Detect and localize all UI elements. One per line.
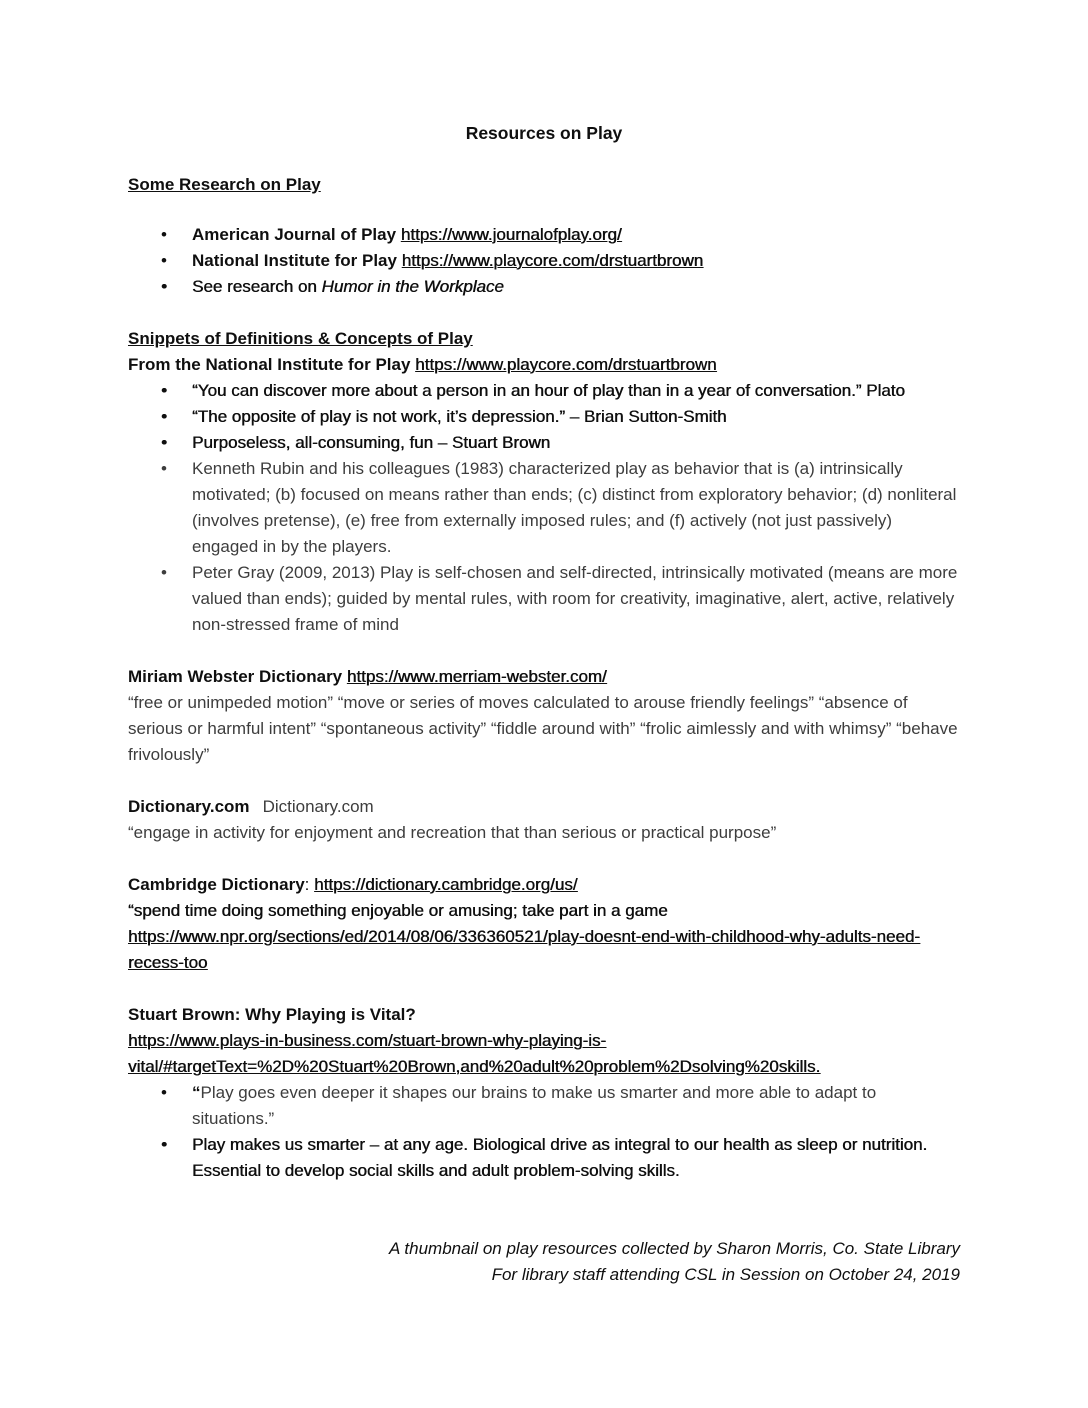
quote-peter-gray: • Peter Gray (2009, 2013) Play is self-chosen and self-directed, intrinsically motivated (means are more valued than ends); guided by mental rules, with room for creativity, imaginative, alert, active, relatively non-stressed frame of mind bbox=[128, 560, 960, 638]
list-item-american-journal bbox=[128, 222, 960, 248]
page-title: Resources on Play bbox=[465, 123, 623, 143]
quote-play-goes-deeper bbox=[128, 1080, 960, 1132]
dictionary-com-suffix: Dictionary.com bbox=[262, 797, 374, 816]
cambridge-heading-line bbox=[128, 872, 960, 898]
link-npr-article[interactable]: https://www.npr.org/sections/ed/2014/08/06/336360521/play-doesnt-end-with-childhood-why-adults-need-recess-too bbox=[128, 927, 920, 972]
merriam-heading-line bbox=[128, 664, 960, 690]
quote-play-makes-smarter: • Play makes us smarter – at any age. Biological drive as integral to our health as sleep or nutrition. Essential to develop social skills and adult problem-solving skills. bbox=[128, 1132, 960, 1184]
research-list bbox=[128, 222, 960, 300]
link-playcore[interactable]: https://www.playcore.com/drstuartbrown bbox=[401, 251, 704, 270]
list-item-national-institute bbox=[128, 248, 960, 274]
cambridge-label: Cambridge Dictionary bbox=[128, 875, 305, 894]
snippets-list bbox=[128, 378, 960, 638]
footer-attribution bbox=[128, 1236, 960, 1288]
link-playcore-2[interactable]: https://www.playcore.com/drstuartbrown bbox=[415, 355, 717, 374]
humor-prefix: See research on bbox=[192, 277, 322, 296]
national-institute-label: National Institute for Play bbox=[192, 251, 397, 270]
quote-kenneth-rubin: • Kenneth Rubin and his colleagues (1983) characterized play as behavior that is (a) intrinsically motivated; (b) focused on means rather than ends; (c) distinct from exploratory behavior; (d) nonliteral (involves pretense), (e) free from externally imposed rules; and (f) actively (not just passively) engaged in by the players. bbox=[128, 456, 960, 560]
link-merriam-webster[interactable]: https://www.merriam-webster.com/ bbox=[346, 667, 607, 686]
link-cambridge[interactable]: https://dictionary.cambridge.org/us/ bbox=[314, 875, 578, 894]
merriam-label: Miriam Webster Dictionary bbox=[128, 667, 343, 686]
quote-mark: “ bbox=[192, 1083, 201, 1102]
link-journalofplay[interactable]: https://www.journalofplay.org/ bbox=[400, 225, 622, 244]
section-heading-research: Some Research on Play bbox=[128, 175, 321, 194]
quote-play-goes-deeper-text: Play goes even deeper it shapes our brains to make us smarter and more able to adapt to situations.” bbox=[192, 1083, 877, 1128]
stuart-link-line bbox=[128, 1028, 960, 1080]
section-heading-snippets: Snippets of Definitions & Concepts of Play bbox=[128, 329, 473, 348]
dictionary-com-quote: “engage in activity for enjoyment and recreation that than serious or practical purpose” bbox=[128, 823, 777, 842]
quote-stuart-brown: • Purposeless, all-consuming, fun – Stuart Brown bbox=[128, 430, 960, 456]
cambridge-quote: “spend time doing something enjoyable or amusing; take part in a game bbox=[128, 901, 668, 920]
link-plays-in-business[interactable]: https://www.plays-in-business.com/stuart-brown-why-playing-is-vital/#targetText=%2D%20Stuart%20Brown,and%20adult%20problem%2Dsolving%20skills. bbox=[128, 1031, 821, 1076]
stuart-list bbox=[128, 1080, 960, 1184]
quote-sutton-smith: • “The opposite of play is not work, it’s depression.” – Brian Sutton-Smith bbox=[128, 404, 960, 430]
humor-title: Humor in the Workplace bbox=[321, 277, 504, 296]
merriam-quote: “free or unimpeded motion” “move or series of moves calculated to arouse friendly feelings” “absence of serious or harmful intent” “spontaneous activity” “fiddle around with” “frolic aimlessly and with whimsy” “behave frivolously” bbox=[128, 693, 958, 764]
cambridge-separator: : bbox=[304, 875, 315, 894]
section-heading-stuart-brown: Stuart Brown: Why Playing is Vital? bbox=[128, 1005, 416, 1024]
footer-line-1: A thumbnail on play resources collected by Sharon Morris, Co. State Library bbox=[388, 1239, 960, 1258]
npr-link-line bbox=[128, 924, 960, 976]
dictionary-com-heading-line bbox=[128, 794, 960, 820]
quote-plato: • “You can discover more about a person in an hour of play than in a year of conversation.” Plato bbox=[128, 378, 960, 404]
snippets-source-label: From the National Institute for Play bbox=[128, 355, 411, 374]
snippets-source-line bbox=[128, 352, 960, 378]
list-item-humor-research bbox=[128, 274, 960, 300]
american-journal-label: American Journal of Play bbox=[192, 225, 397, 244]
dictionary-com-label: Dictionary.com bbox=[128, 797, 250, 816]
footer-line-2: For library staff attending CSL in Session on October 24, 2019 bbox=[491, 1265, 960, 1284]
